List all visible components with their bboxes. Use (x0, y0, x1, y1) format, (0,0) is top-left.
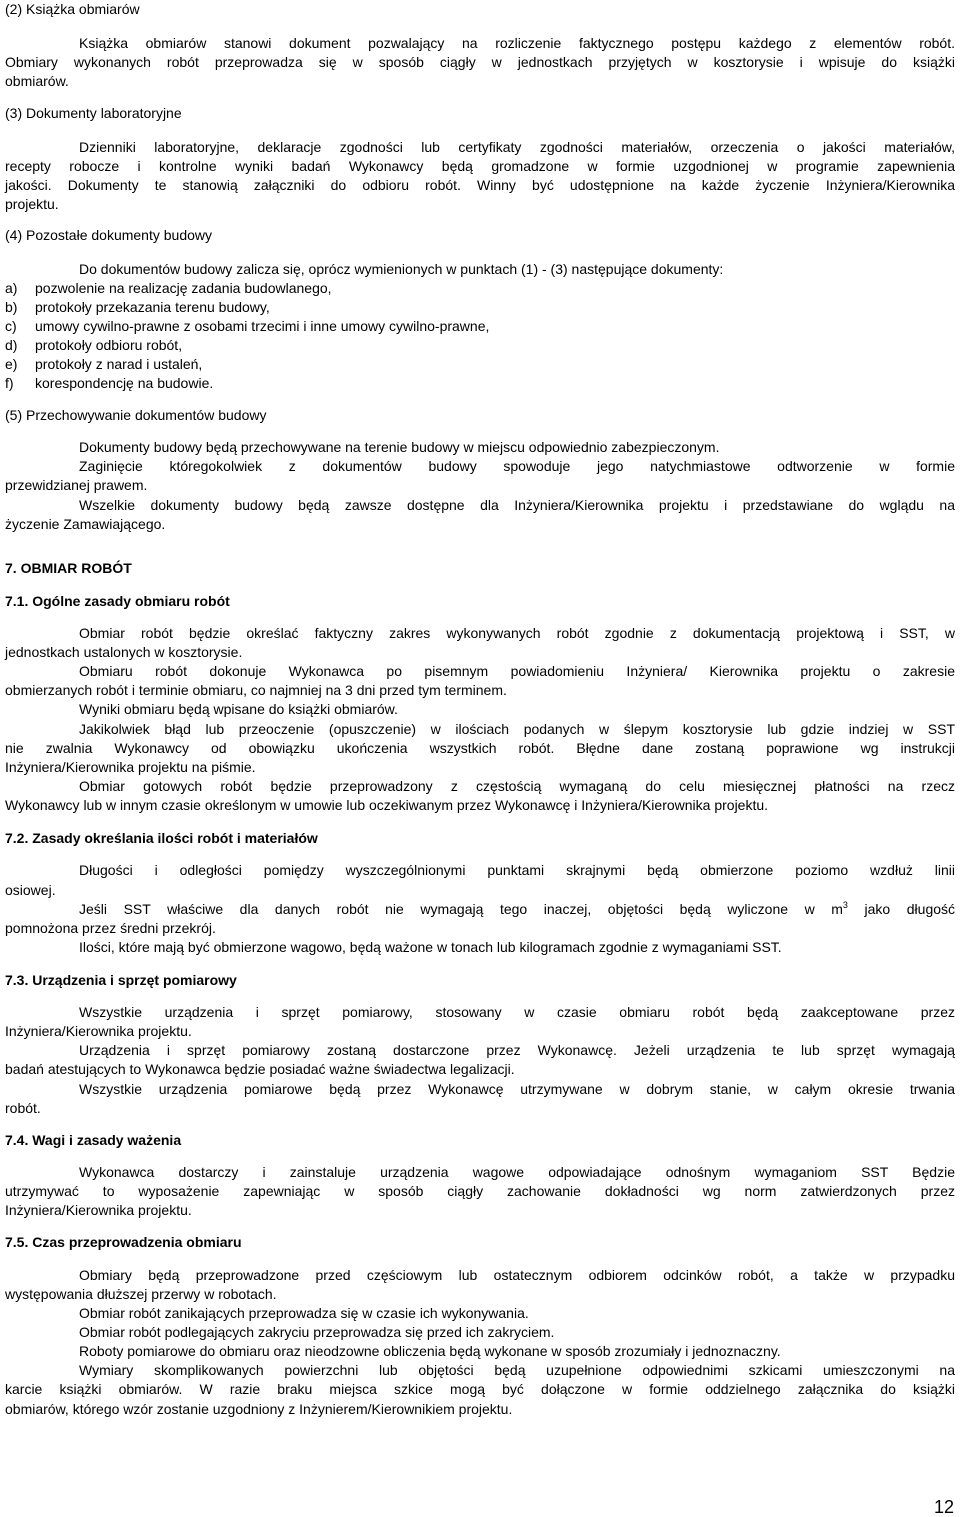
paragraph-line: Wszystkie urządzenia i sprzęt pomiarowy, stosowany w czasie obmiaru robót będą zaakceptowane przez (79, 1004, 955, 1020)
paragraph-line: utrzymywać to wyposażenie zapewniając w sposób ciągły zachowanie dokładności wg norm zatwierdzonych przez (5, 1183, 955, 1199)
paragraph-line: Wykonawcy lub w innym czasie określonym w umowie lub oczekiwanym przez Wykonawcę i Inżyniera/Kierownika projektu. (5, 797, 769, 813)
paragraph-line: Zaginięcie któregokolwiek z dokumentów budowy spowoduje jego natychmiastowe odtworzenie w formie (79, 458, 955, 474)
list-label: b) (5, 299, 18, 315)
paragraph-line: Dokumenty budowy będą przechowywane na terenie budowy w miejscu odpowiednio zabezpieczonym. (79, 439, 720, 455)
list-label: c) (5, 318, 17, 334)
paragraph-line (79, 900, 955, 919)
list-item (5, 317, 489, 336)
paragraph-line: Jakikolwiek błąd lub przeoczenie (opuszczenie) w ilościach podanych w ślepym kosztorysie lub gdzie indziej w SST (79, 721, 955, 737)
list-label: a) (5, 280, 18, 296)
superscript: 3 (842, 900, 848, 910)
paragraph-line: obmierzanych robót i terminie obmiaru, co najmniej na 3 dni przed tym terminem. (5, 682, 507, 698)
paragraph-line: Inżyniera/Kierownika projektu. (5, 1202, 192, 1218)
paragraph-line: Wykonawca dostarczy i zainstaluje urządzenia wagowe odpowiadające odnośnym wymaganiom SST Będzie (79, 1164, 955, 1180)
list-item (5, 355, 202, 374)
text-span: Jeśli SST właściwe dla danych robót nie wymagają tego inaczej, objętości będą wyliczone w m (79, 901, 843, 917)
paragraph-line: jednostkach ustalonych w kosztorysie. (5, 644, 243, 660)
paragraph-line: Do dokumentów budowy zalicza się, oprócz wymienionych w punktach (1) - (3) następujące dokumenty: (79, 261, 724, 277)
paragraph-line: Urządzenia i sprzęt pomiarowy zostaną dostarczone przez Wykonawcę. Jeżeli urządzenia te lub sprzęt wymagają (79, 1042, 955, 1058)
paragraph-line: Dzienniki laboratoryjne, deklaracje zgodności lub certyfikaty zgodności materiałów, orzeczenia o jakości materiałów, (79, 139, 955, 155)
paragraph-line: Wyniki obmiaru będą wpisane do książki obmiarów. (79, 701, 398, 717)
section-heading: (4) Pozostałe dokumenty budowy (5, 227, 212, 243)
paragraph-line: pomnożona przez średni przekrój. (5, 920, 216, 936)
paragraph-line: Obmiar robót będzie określać faktyczny zakres wykonywanych robót zgodnie z dokumentacją projektową i SST, w (79, 625, 955, 641)
list-text: protokoły z narad i ustaleń, (35, 356, 203, 372)
paragraph-line: recepty robocze i kontrolne wyniki badań Wykonawcy będą gromadzone w formie uzgodnionej w programie zapewnienia (5, 158, 955, 174)
list-text: umowy cywilno-prawne z osobami trzecimi i inne umowy cywilno-prawne, (35, 318, 490, 334)
paragraph-line: występowania dłuższej przerwy w robotach. (5, 1286, 277, 1302)
paragraph-line: Obmiary wykonanych robót przeprowadza się w sposób ciągły w jednostkach przyjętych w kosztorysie i wpisuje do książki (5, 54, 955, 70)
paragraph-line: Obmiary będą przeprowadzone przed częściowym lub ostatecznym odbiorem odcinków robót, a także w przypadku (79, 1267, 955, 1283)
section-heading: 7.5. Czas przeprowadzenia obmiaru (5, 1234, 242, 1250)
paragraph-line: Obmiar robót podlegających zakryciu przeprowadza się przed ich zakryciem. (79, 1324, 555, 1340)
list-label: e) (5, 356, 18, 372)
paragraph-line: Wszystkie urządzenia pomiarowe będą przez Wykonawcę utrzymywane w dobrym stanie, w całym okresie trwania (79, 1081, 955, 1097)
paragraph-line: Inżyniera/Kierownika projektu. (5, 1023, 192, 1039)
list-text: protokoły odbioru robót, (35, 337, 183, 353)
page-number: 12 (933, 1497, 954, 1517)
list-item (5, 279, 332, 298)
paragraph-line: Inżyniera/Kierownika projektu na piśmie. (5, 759, 256, 775)
paragraph-line: projektu. (5, 196, 59, 212)
paragraph-line: osiowej. (5, 882, 56, 898)
section-heading: 7.1. Ogólne zasady obmiaru robót (5, 593, 230, 609)
list-text: protokoły przekazania terenu budowy, (35, 299, 270, 315)
paragraph-line: Roboty pomiarowe do obmiaru oraz nieodzowne obliczenia będą wykonane w sposób zrozumiały i jednoznaczny. (79, 1343, 781, 1359)
paragraph-line: obmiarów. (5, 73, 69, 89)
section-heading: 7.2. Zasady określania ilości robót i materiałów (5, 830, 318, 846)
list-item (5, 336, 182, 355)
paragraph-line: Ilości, które mają być obmierzone wagowo, będą ważone w tonach lub kilogramach zgodnie z wymaganiami SST. (79, 939, 782, 955)
paragraph-line: Obmiar robót zanikających przeprowadza się w czasie ich wykonywania. (79, 1305, 529, 1321)
list-item (5, 374, 213, 393)
paragraph-line: nie zwalnia Wykonawcy od obowiązku ukończenia wszystkich robót. Błędne dane zostaną poprawione wg instrukcji (5, 740, 955, 756)
list-label: d) (5, 337, 18, 353)
paragraph-line: Obmiar gotowych robót będzie przeprowadzony z częstością wymaganą do celu miesięcznej płatności na rzecz (79, 778, 955, 794)
text-span: jako długość (864, 901, 956, 917)
section-heading: (2) Książka obmiarów (5, 1, 140, 17)
section-heading: (3) Dokumenty laboratoryjne (5, 105, 182, 121)
list-item (5, 298, 270, 317)
section-heading: 7.4. Wagi i zasady ważenia (5, 1132, 182, 1148)
list-text: korespondencję na budowie. (35, 375, 214, 391)
paragraph-line: Wymiary skomplikowanych powierzchni lub objętości będą uzupełnione odpowiednimi szkicami umieszczonymi na (79, 1362, 955, 1378)
list-text: pozwolenie na realizację zadania budowlanego, (35, 280, 332, 296)
list-label: f) (5, 375, 14, 391)
section-heading: (5) Przechowywanie dokumentów budowy (5, 407, 267, 423)
paragraph-line: przewidzianej prawem. (5, 477, 148, 493)
chapter-heading: 7. OBMIAR ROBÓT (5, 560, 132, 576)
paragraph-line: Wszelkie dokumenty budowy będą zawsze dostępne dla Inżyniera/Kierownika projektu i przedstawiane do wglądu na (79, 497, 955, 513)
paragraph-line: karcie książki obmiarów. W razie braku miejsca szkice mogą być dołączone w formie oddzielnego załącznika do książki (5, 1381, 955, 1397)
paragraph-line: obmiarów, którego wzór zostanie uzgodniony z Inżynierem/Kierownikiem projektu. (5, 1401, 513, 1417)
paragraph-line: jakości. Dokumenty te stanowią załączniki do odbioru robót. Winny być udostępnione na każde życzenie Inżyniera/Kierownika (5, 177, 955, 193)
paragraph-line: Książka obmiarów stanowi dokument pozwalający na rozliczenie faktycznego postępu każdego z elementów robót. (79, 35, 955, 51)
section-heading: 7.3. Urządzenia i sprzęt pomiarowy (5, 972, 237, 988)
paragraph-line: życzenie Zamawiającego. (5, 516, 166, 532)
paragraph-line: Długości i odległości pomiędzy wyszczególnionymi punktami skrajnymi będą obmierzone poziomo wzdłuż linii (79, 862, 955, 878)
paragraph-line: robót. (5, 1100, 41, 1116)
paragraph-line: badań atestujących to Wykonawca będzie posiadać ważne świadectwa legalizacji. (5, 1061, 515, 1077)
paragraph-line: Obmiaru robót dokonuje Wykonawca po pisemnym powiadomieniu Inżyniera/ Kierownika projektu o zakresie (79, 663, 955, 679)
